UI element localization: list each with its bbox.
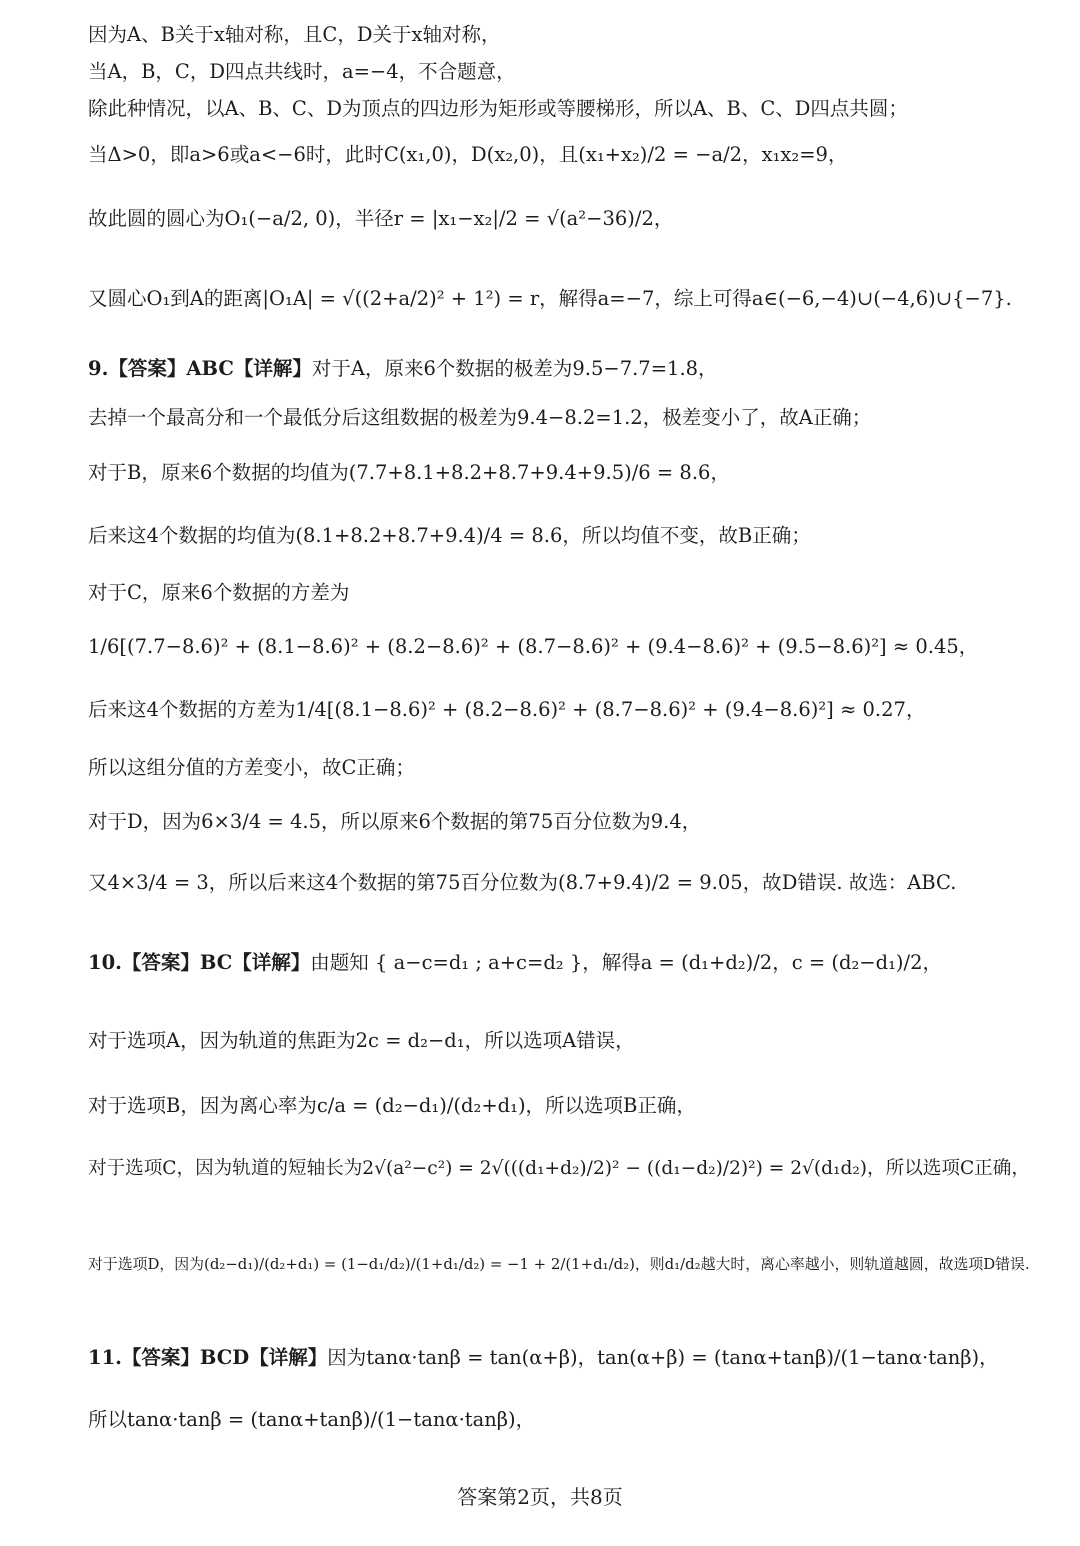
page-footer: 答案第2页，共8页 (457, 1485, 623, 1509)
text-line: 所以这组分值的方差变小，故C正确； (88, 756, 415, 779)
text-line: 对于选项A，因为轨道的焦距为2c = d₂−d₁，所以选项A错误， (88, 1029, 635, 1052)
formula-line: 对于选项D，因为(d₂−d₁)/(d₂+d₁) = (1−d₁/d₂)/(1+d₁/d₂) = −1 + 2/(1+d₁/d₂)，则d₁/d₂越大时，离心率越小，则轨道越圆，故选项D错误. (88, 1255, 1030, 1273)
q9-heading: 9.【答案】ABC【详解】 (88, 357, 312, 380)
text-line: 除此种情况，以A、B、C、D为顶点的四边形为矩形或等腰梯形，所以A、B、C、D四点共圆； (88, 97, 908, 120)
formula-line: 所以tanα·tanβ = (tanα+tanβ)/(1−tanα·tanβ)， (88, 1408, 536, 1431)
formula-line: 对于选项C，因为轨道的短轴长为2√(a²−c²) = 2√(((d₁+d₂)/2)² − ((d₁−d₂)/2)²) = 2√(d₁d₂)，所以选项C正确， (88, 1158, 1030, 1179)
formula-line: 后来这4个数据的方差为1/4[(8.1−8.6)² + (8.2−8.6)² + (8.7−8.6)² + (9.4−8.6)²] ≈ 0.27， (88, 698, 926, 721)
question-11 (88, 1345, 1050, 1371)
text-line: 去掉一个最高分和一个最低分后这组数据的极差为9.4−8.2=1.2，极差变小了，故A正确； (88, 406, 872, 429)
formula-line: 对于B，原来6个数据的均值为(7.7+8.1+8.2+8.7+9.4+9.5)/6 = 8.6， (88, 461, 730, 484)
q11-heading: 11.【答案】BCD【详解】 (88, 1346, 328, 1369)
formula-line: 又4×3/4 = 3，所以后来这4个数据的第75百分位数为(8.7+9.4)/2 = 9.05，故D错误. 故选：ABC. (88, 871, 957, 894)
text-line: 对于C，原来6个数据的方差为 (88, 581, 350, 604)
formula-line: 因为tanα·tanβ = tan(α+β)，tan(α+β) = (tanα+tanβ)/(1−tanα·tanβ)， (327, 1346, 999, 1369)
q10-heading: 10.【答案】BC【详解】 (88, 951, 311, 974)
text-line: 当A，B，C，D四点共线时，a=−4，不合题意， (88, 60, 516, 83)
formula-line: 由题知 { a−c=d₁ ; a+c=d₂ }，解得a = (d₁+d₂)/2，c = (d₂−d₁)/2， (310, 951, 942, 974)
text-line: 因为A、B关于x轴对称，且C，D关于x轴对称， (88, 23, 501, 46)
question-9 (88, 356, 1050, 382)
formula-line: 对于D，因为6×3/4 = 4.5，所以原来6个数据的第75百分位数为9.4， (88, 810, 702, 833)
formula-line: 1/6[(7.7−8.6)² + (8.1−8.6)² + (8.2−8.6)² + (8.7−8.6)² + (9.4−8.6)² + (9.5−8.6)²] ≈ 0.45， (88, 635, 979, 658)
formula-line: 后来这4个数据的均值为(8.1+8.2+8.7+9.4)/4 = 8.6，所以均值不变，故B正确； (88, 524, 811, 547)
question-10 (88, 950, 1050, 976)
formula-line: 当Δ>0，即a>6或a<−6时，此时C(x₁,0)，D(x₂,0)，且(x₁+x₂)/2 = −a/2，x₁x₂=9， (88, 143, 848, 166)
text-line: 对于A，原来6个数据的极差为9.5−7.7=1.8， (311, 357, 718, 380)
formula-line: 对于选项B，因为离心率为c/a = (d₂−d₁)/(d₂+d₁)，所以选项B正确， (88, 1094, 696, 1117)
formula-line: 故此圆的圆心为O₁(−a/2, 0)，半径r = |x₁−x₂|/2 = √(a²−36)/2， (88, 207, 674, 230)
formula-line: 又圆心O₁到A的距离|O₁A| = √((2+a/2)² + 1²) = r，解得a=−7，综上可得a∈(−6,−4)∪(−4,6)∪{−7}. (88, 287, 1012, 310)
